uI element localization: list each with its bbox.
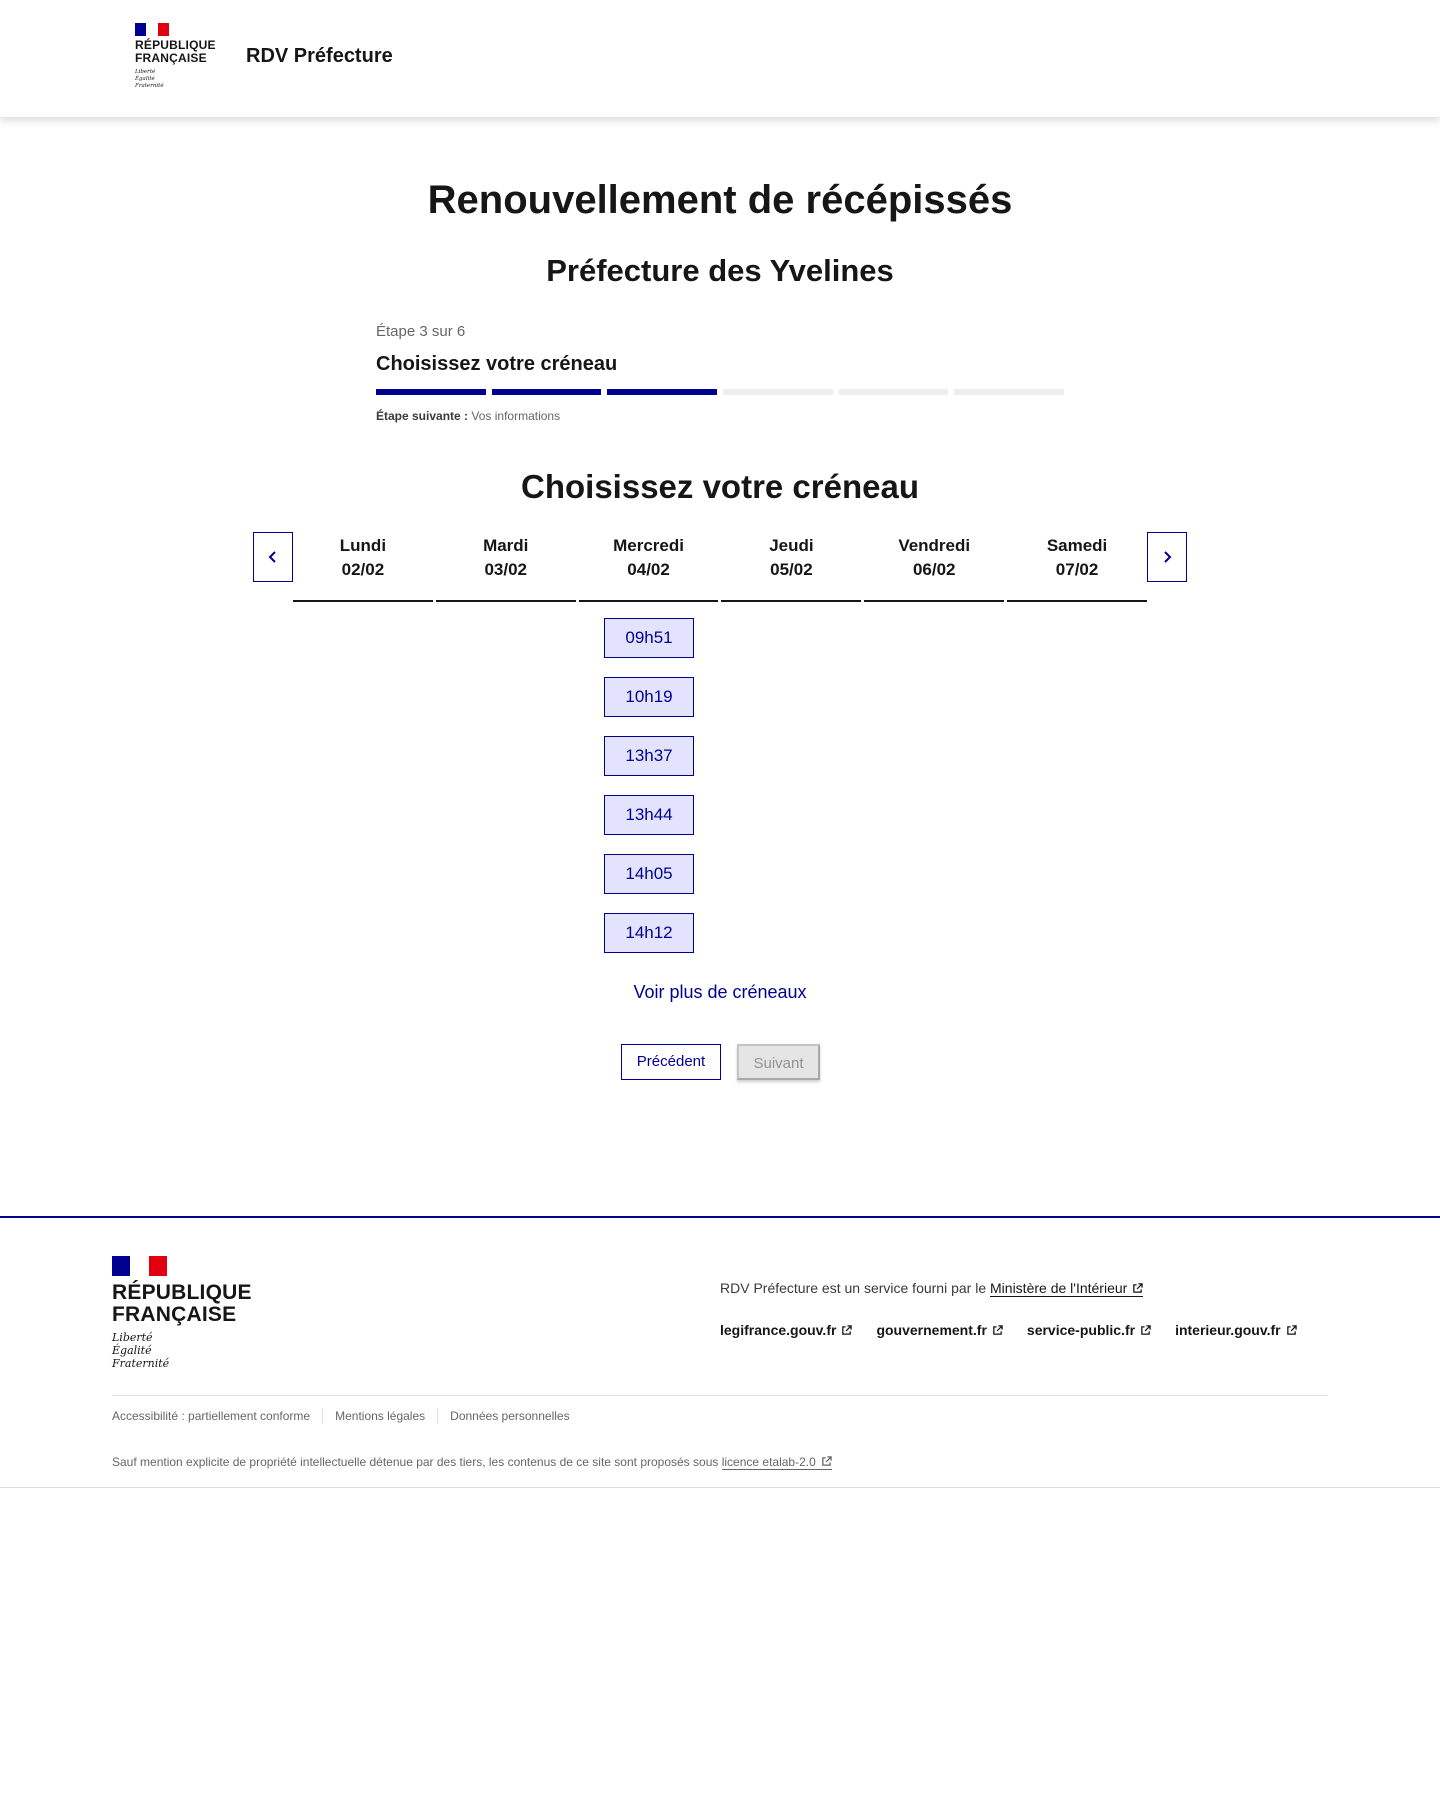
day-date: 05/02	[770, 560, 813, 579]
site-header	[0, 0, 1440, 117]
republique-francaise-logo[interactable]	[135, 23, 215, 90]
ministere-link[interactable]: Ministère de l'Intérieur	[990, 1280, 1143, 1297]
day-column-mardi	[436, 532, 576, 602]
footer-link-gouvernement[interactable]: gouvernement.fr	[876, 1322, 1002, 1338]
day-columns	[293, 532, 1147, 602]
footer-divider	[112, 1395, 1328, 1396]
page-subtitle: Préfecture des Yvelines	[546, 253, 894, 288]
next-button-disabled: Suivant	[737, 1044, 820, 1080]
step-segment	[839, 389, 949, 395]
more-slots-link[interactable]: Voir plus de créneaux	[633, 982, 807, 1002]
time-slot-button[interactable]: 14h12	[604, 913, 694, 953]
day-name: Mercredi	[613, 536, 684, 555]
footer-bottom-link[interactable]: Données personnelles	[437, 1409, 581, 1423]
step-segment	[492, 389, 602, 395]
footer-links	[720, 1322, 1297, 1338]
step-segment	[607, 389, 717, 395]
day-date: 03/02	[484, 560, 528, 579]
footer-logo-name: RÉPUBLIQUE FRANÇAISE	[112, 1281, 252, 1326]
section-title: Choisissez votre créneau	[521, 468, 919, 505]
footer-description: RDV Préfecture est un service fourni par le Ministère de l'Intérieur	[720, 1280, 1143, 1296]
time-slot-button[interactable]: 14h05	[604, 854, 694, 894]
step-next	[376, 409, 1064, 423]
day-name: Samedi	[1046, 536, 1108, 555]
chevron-right-icon	[1161, 551, 1173, 563]
external-link-icon	[1132, 1283, 1143, 1294]
step-segment	[954, 389, 1064, 395]
day-column-vendredi	[864, 532, 1004, 602]
time-slot-button[interactable]: 13h44	[604, 795, 694, 835]
chevron-left-icon	[267, 551, 279, 563]
day-date: 07/02	[1055, 560, 1099, 579]
day-name: Mardi	[483, 536, 529, 555]
footer-logo[interactable]	[112, 1256, 272, 1370]
site-footer	[0, 1216, 1440, 1488]
time-slot-button[interactable]: 09h51	[604, 618, 694, 658]
previous-button[interactable]: Précédent	[621, 1044, 721, 1080]
external-link-icon	[1286, 1325, 1297, 1336]
footer-bottom-link[interactable]: Mentions légales	[322, 1409, 437, 1423]
external-link-icon	[841, 1325, 852, 1336]
step-next-label: Étape suivante :	[376, 409, 469, 423]
day-name: Jeudi	[769, 536, 814, 555]
day-name: Vendredi	[898, 536, 971, 555]
step-next-value: Vos informations	[471, 409, 561, 423]
footer-logo-motto: Liberté Égalité Fraternité	[112, 1331, 170, 1370]
step-title: Choisissez votre créneau	[376, 353, 618, 375]
page-title: Renouvellement de récépissés	[427, 178, 1013, 222]
footer-link-legifrance[interactable]: legifrance.gouv.fr	[720, 1322, 852, 1338]
day-name: Lundi	[339, 536, 387, 555]
next-week-button[interactable]	[1147, 532, 1187, 582]
day-date: 04/02	[627, 560, 670, 579]
french-flag-icon	[135, 23, 169, 36]
service-title[interactable]: RDV Préfecture	[246, 45, 393, 67]
footer-link-interieur[interactable]: interieur.gouv.fr	[1175, 1322, 1297, 1338]
step-segment	[376, 389, 486, 395]
day-column-lundi	[293, 532, 433, 602]
french-flag-icon	[112, 1256, 167, 1276]
stepper	[376, 323, 1064, 423]
step-progress-bar	[376, 389, 1064, 395]
footer-license: Sauf mention explicite de propriété intellectuelle détenue par des tiers, les contenus de ce site sont proposés sous licence etalab-2.0	[112, 1455, 832, 1469]
time-slots	[604, 618, 694, 972]
day-date: 06/02	[912, 560, 956, 579]
logo-name: RÉPUBLIQUE FRANÇAISE	[135, 38, 216, 65]
footer-bottom-links	[112, 1409, 582, 1423]
previous-week-button[interactable]	[253, 532, 293, 582]
footer-bottom-link[interactable]: Accessibilité : partiellement conforme	[112, 1409, 311, 1423]
logo-motto: Liberté Égalité Fraternité	[135, 69, 164, 89]
day-date: 02/02	[341, 560, 385, 579]
external-link-icon	[992, 1325, 1003, 1336]
external-link-icon	[1140, 1325, 1151, 1336]
time-slot-button[interactable]: 13h37	[604, 736, 694, 776]
day-column-jeudi	[721, 532, 861, 602]
step-count: Étape 3 sur 6	[376, 323, 466, 340]
footer-link-service-public[interactable]: service-public.fr	[1027, 1322, 1151, 1338]
time-slot-button[interactable]: 10h19	[604, 677, 694, 717]
step-segment	[723, 389, 833, 395]
license-link[interactable]: licence etalab-2.0	[722, 1455, 832, 1470]
external-link-icon	[821, 1456, 832, 1467]
day-column-samedi	[1007, 532, 1147, 602]
day-column-mercredi	[579, 532, 719, 602]
